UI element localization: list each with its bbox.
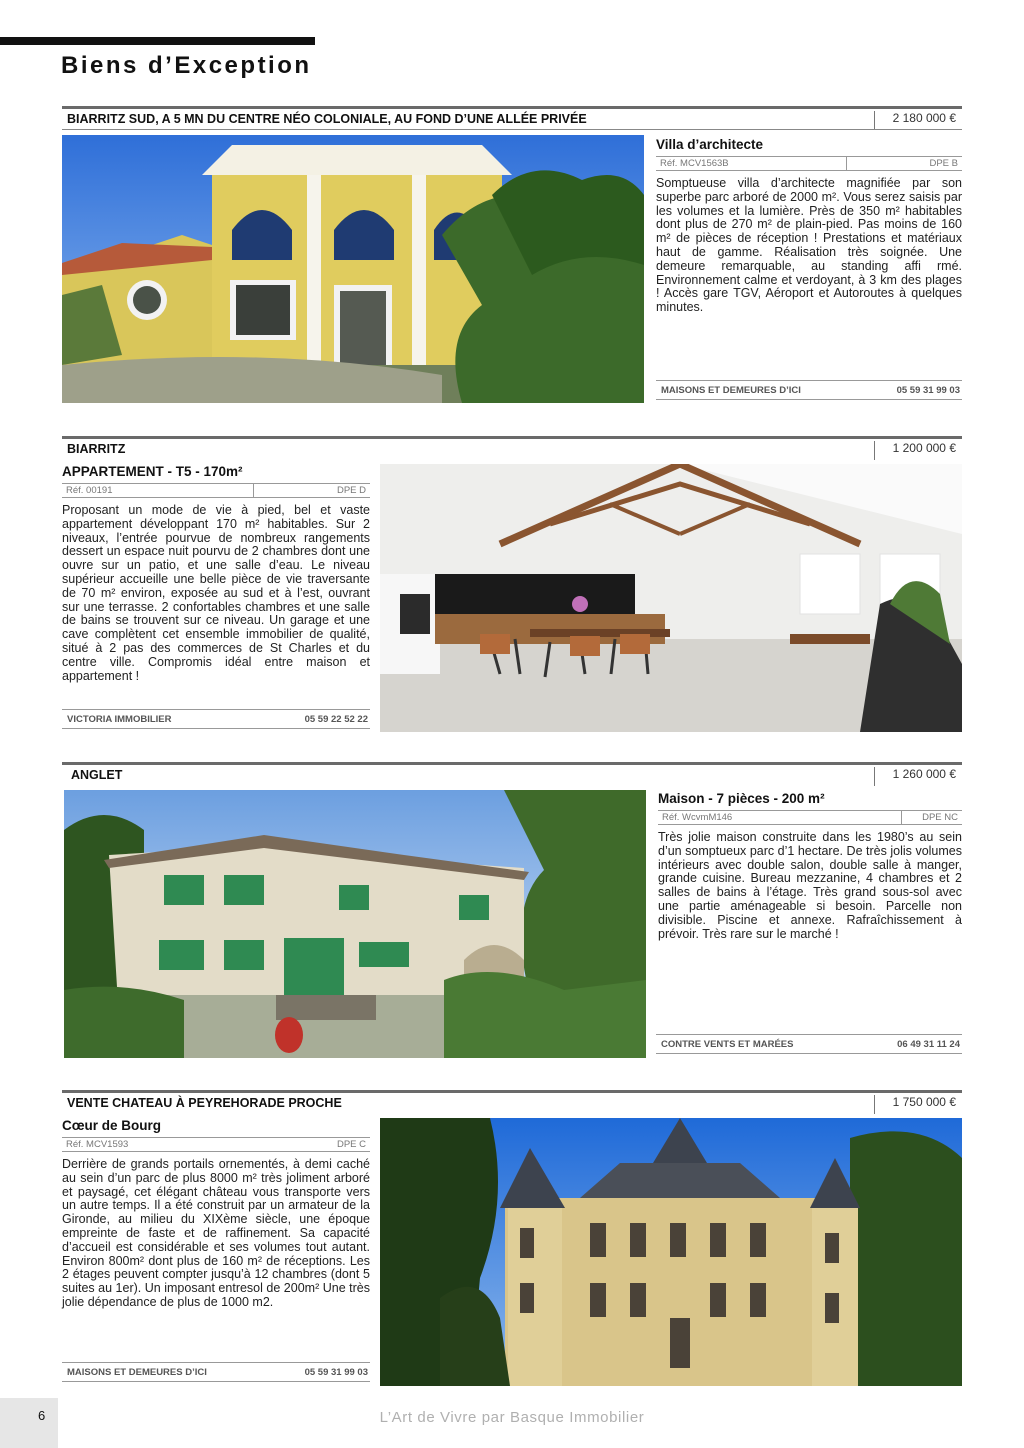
agency-row: [62, 709, 370, 729]
listing-price: 1 200 000 €: [874, 441, 962, 460]
top-accent-bar: [0, 37, 315, 45]
agency-name: MAISONS ET DEMEURES D’ICI: [661, 385, 801, 396]
listing-location: BIARRITZ SUD, A 5 MN DU CENTRE NÉO COLONIALE, AU FOND D’UNE ALLÉE PRIVÉE: [67, 112, 587, 126]
listing-title: Villa d’architecte: [656, 137, 764, 152]
agency-phone: 05 59 31 99 03: [896, 385, 960, 396]
listing-price: 2 180 000 €: [874, 111, 962, 130]
listing-dpe: DPE B: [929, 158, 958, 169]
listing-description: Somptueuse villa d’architecte magnifiée par son superbe parc arboré de 2000 m². Vous serez saisis par les volumes et la lumière. Près de 350 m² habitables dont plus de 270 m² de plain-pied. Pas moins de 160 m² de pièces de réception ! Prestations et matériaux haut de gamme. Réalisation très soignée. Une demeure remarquable, au standing affi rmé. Environnement calme et verdoyant, à 3 km des plages ! Accès gare TGV, Aéroport et Autoroutes à quelques minutes.: [656, 176, 962, 315]
listing-dpe: DPE C: [336, 1139, 366, 1150]
listing-dpe: DPE NC: [922, 812, 958, 823]
listing-header: [62, 762, 962, 785]
page-number: 6: [38, 1408, 46, 1423]
listing-biarritz: [62, 436, 962, 734]
listing-info: [658, 791, 962, 941]
listing-info: [62, 464, 370, 683]
agency-phone: 05 59 31 99 03: [304, 1367, 368, 1378]
agency-phone: 05 59 22 52 22: [304, 714, 368, 725]
listing-title: APPARTEMENT - T5 - 170m²: [62, 464, 243, 479]
listing-description: Proposant un mode de vie à pied, bel et vaste appartement développant 170 m² habitables. Sur 2 niveaux, l’entrée pourvue de nombreux rangements dessert un espace nuit pourvu de 2 chambres dont une ouvre sur un patio, et une salle d’eau. Le niveau supérieur accueille une belle pièce de vie traversante de 70 m² environ, exposée au sud et à l’est, ouvrant sur une terrasse. 2 confortables chambres et une salle de bains se trouvent sur ce niveau. Un garage et une cave complètent cet ensemble immobilier de qualité, situé à 2 pas des commerces de St Charles et du centre ville. Compromis idéal entre maison et appartement !: [62, 503, 370, 683]
listing-dpe: DPE D: [336, 485, 366, 496]
listing-info: [656, 137, 962, 315]
apartment-photo: [380, 464, 962, 732]
listing-title: Cœur de Bourg: [62, 1118, 161, 1133]
ref-row: [658, 810, 962, 825]
ref-row: [656, 156, 962, 171]
ref-row: [62, 1137, 370, 1152]
agency-phone: 06 49 31 11 24: [897, 1039, 960, 1050]
listing-location: ANGLET: [71, 768, 123, 782]
listing-title: Maison - 7 pièces - 200 m²: [658, 791, 825, 806]
agency-name: VICTORIA IMMOBILIER: [67, 714, 172, 725]
listing-ref: Réf. MCV1563B: [660, 158, 729, 169]
chateau-photo: [380, 1118, 962, 1386]
villa-photo: [62, 135, 644, 403]
listing-ref: Réf. WcvmM146: [662, 812, 733, 823]
listing-header: [62, 106, 962, 129]
listing-ref: Réf. MCV1593: [66, 1139, 129, 1150]
agency-row: [656, 1034, 962, 1054]
page-title: Biens d’Exception: [61, 52, 312, 79]
listing-info: [62, 1118, 370, 1310]
listing-location: VENTE CHATEAU À PEYREHORADE PROCHE: [67, 1096, 342, 1110]
listing-biarritz-sud: [62, 106, 962, 401]
listing-header: [62, 1090, 962, 1113]
house-photo: [64, 790, 646, 1058]
ref-row: [62, 483, 370, 498]
listing-price: 1 260 000 €: [874, 767, 962, 786]
agency-row: [62, 1362, 370, 1382]
footer-text: L’Art de Vivre par Basque Immobilier: [379, 1409, 645, 1426]
listing-description: Très jolie maison construite dans les 1980’s au sein d’un somptueux parc d’1 hectare. De très jolis volumes intérieurs avec double salon, double salle à manger, grande cuisine. Bureau mezzanine, 4 chambres et 2 salles de bains à l’étage. Très grand sous-sol avec une partie aménageable si besoin. Parcelle non divisible. Piscine et annexe. Rafraîchissement à prévoir. Très rare sur le marché !: [658, 830, 962, 941]
agency-name: CONTRE VENTS ET MARÉES: [661, 1039, 794, 1050]
agency-row: [656, 380, 962, 400]
listing-description: Derrière de grands portails ornementés, à demi caché au sein d’un parc de plus 8000 m² très joliment arboré et paysagé, cet élégant château vous transporte vers un autre temps. Il a été construit par un armateur de la Gironde, au milieu du XIXème siècle, une époque empreinte de faste et de raffinement. Sa capacité d’accueil est considérable et ses volumes tout autant. Environ 800m² dont plus de 160 m² de réceptions. Les 2 étages peuvent compter jusqu’à 12 chambres (dont 5 suites au 1er). Un imposant entresol de 200m² Une très jolie dépendance de plus de 1000 m2.: [62, 1157, 370, 1309]
listing-anglet: [62, 762, 962, 1060]
listing-peyrehorade: [62, 1090, 962, 1388]
listing-header: [62, 436, 962, 459]
listing-location: BIARRITZ: [67, 442, 126, 456]
agency-name: MAISONS ET DEMEURES D’ICI: [67, 1367, 207, 1378]
listing-price: 1 750 000 €: [874, 1095, 962, 1114]
listing-ref: Réf. 00191: [66, 485, 113, 496]
